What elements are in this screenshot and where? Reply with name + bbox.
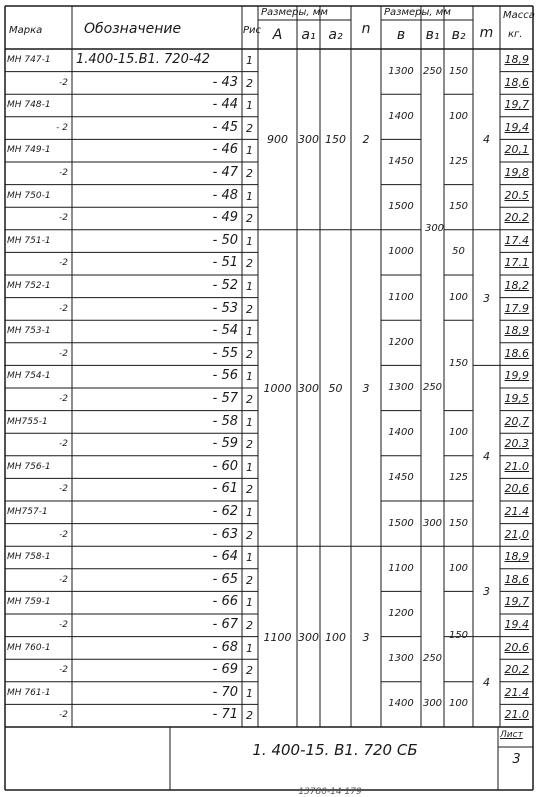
row-designation: - 54	[212, 323, 238, 339]
row-mass: 18,9	[504, 324, 529, 338]
row-mass: 21,0	[504, 527, 529, 541]
row-mark: -2	[59, 710, 68, 721]
b-value: 1450	[388, 156, 414, 167]
row-mass: 19,7	[504, 98, 529, 112]
b1-value: 250	[422, 382, 443, 393]
row-designation: - 56	[212, 368, 238, 384]
row-designation: - 66	[212, 594, 238, 610]
row-mark: МН 759-1	[7, 597, 51, 608]
row-designation: - 61	[212, 481, 238, 497]
b-value: 1100	[388, 291, 414, 303]
row-designation: - 46	[212, 142, 238, 158]
b1-value: 300	[422, 517, 443, 529]
row-mass: 21.4	[504, 685, 529, 699]
row-designation: - 65	[212, 571, 238, 587]
group-n: 3	[362, 382, 370, 395]
row-designation: - 59	[212, 436, 238, 452]
header-designation: Обозначение	[84, 21, 182, 37]
row-figure: 1	[246, 370, 253, 384]
row-mass: 20.3	[504, 437, 529, 451]
row-designation: - 68	[212, 639, 238, 655]
b-value: 1500	[388, 201, 414, 213]
b-value: 1300	[388, 653, 414, 665]
header-col-a: A	[272, 27, 283, 43]
row-designation: - 64	[212, 549, 238, 565]
row-mass: 20.6	[504, 640, 529, 654]
row-mark: МН755-1	[7, 416, 48, 427]
b2-value: 150	[448, 201, 469, 213]
b-value: 1450	[388, 472, 414, 484]
row-mark: -2	[59, 77, 68, 88]
row-designation: - 53	[212, 300, 238, 316]
row-mass: 17.9	[504, 301, 529, 315]
row-mark: МН 747-1	[7, 55, 51, 65]
header-qty: Рис	[243, 25, 262, 36]
header-col-a2: a₂	[328, 27, 343, 43]
b2-value: 150	[448, 65, 469, 77]
m-value: 4	[483, 133, 490, 147]
row-mass: 18,6	[504, 572, 529, 586]
row-designation: - 58	[212, 413, 238, 429]
group-a1: 300	[298, 630, 319, 644]
row-mark: -2	[59, 620, 68, 630]
row-mass: 20.2	[504, 211, 529, 225]
row-figure: 1	[246, 641, 253, 655]
row-mark: МН 748-1	[7, 100, 51, 111]
stamp-code: 1. 400-15. В1. 720 СБ	[252, 741, 418, 759]
group-a1: 300	[298, 133, 319, 147]
b2-value: 100	[448, 427, 469, 439]
header-col-b2: в₂	[451, 27, 466, 43]
row-mass: 20,6	[504, 482, 529, 496]
group-a2: 150	[325, 133, 346, 147]
header-dims-2: Размеры, мм	[384, 7, 451, 18]
m-value: 4	[483, 675, 490, 689]
row-mass: 19,5	[504, 392, 529, 405]
row-figure: 1	[246, 189, 253, 203]
header-mass-unit: кг.	[508, 29, 523, 40]
row-figure: 1	[246, 551, 253, 565]
group-a1: 300	[298, 382, 319, 395]
b2-value: 125	[448, 472, 469, 484]
row-mark: МН 750-1	[7, 190, 51, 201]
row-mark: МН 752-1	[7, 281, 51, 291]
row-figure: 2	[246, 347, 253, 361]
row-mass: 18,9	[504, 53, 529, 66]
stamp-sheet-number: 3	[512, 752, 521, 767]
group-a: 1100	[263, 630, 292, 644]
row-mark: МН 749-1	[7, 145, 51, 156]
row-mass: 18,2	[504, 279, 529, 292]
row-mark: МН 758-1	[7, 552, 51, 563]
row-figure: 2	[246, 573, 253, 587]
row-mass: 20,7	[504, 414, 529, 428]
row-mass: 18,6	[504, 75, 529, 89]
group-a: 1000	[263, 382, 292, 395]
row-designation: - 55	[212, 345, 238, 361]
row-figure: 2	[246, 664, 253, 678]
row-figure: 2	[246, 76, 253, 90]
row-mass: 21.0	[504, 708, 529, 722]
b2-value: 150	[448, 517, 469, 529]
header-dims-1: Размеры, мм	[261, 7, 328, 18]
b1-floating: 300	[424, 222, 445, 234]
row-mark: МН 761-1	[7, 687, 51, 698]
row-mark: -2	[59, 258, 68, 269]
b-value: 1300	[388, 65, 414, 77]
row-designation: - 48	[212, 187, 238, 203]
b-value: 1500	[388, 517, 414, 529]
row-designation: - 49	[212, 210, 238, 226]
b2-floating: 150	[448, 358, 469, 370]
row-figure: 1	[246, 506, 253, 519]
b-value: 1100	[388, 562, 414, 574]
row-mark: МН 751-1	[7, 235, 51, 246]
row-mark: МН 753-1	[7, 326, 51, 337]
row-figure: 2	[246, 709, 253, 723]
row-mark: -2	[59, 394, 68, 404]
row-designation: - 63	[212, 526, 238, 542]
b2-value: 50	[452, 246, 465, 258]
stamp-sheet-label: Лист	[500, 730, 523, 740]
b-value: 1400	[388, 110, 414, 122]
row-mass: 19.4	[504, 618, 529, 631]
row-mass: 19,8	[504, 166, 529, 179]
row-figure: 2	[246, 393, 253, 406]
row-figure: 1	[246, 596, 253, 610]
b-value: 1200	[388, 608, 414, 619]
b-value: 1000	[388, 246, 414, 258]
row-figure: 1	[246, 99, 253, 113]
b2-value: 125	[448, 156, 469, 167]
row-mass: 18,9	[504, 550, 529, 564]
row-figure: 2	[246, 212, 253, 226]
row-mark: -2	[59, 529, 68, 540]
b1-value: 250	[422, 65, 443, 77]
row-designation: - 43	[212, 74, 238, 90]
b1-value: 250	[422, 653, 443, 665]
row-mark: МН 754-1	[7, 371, 51, 382]
row-designation: - 67	[212, 617, 238, 632]
row-mark: -2	[59, 303, 68, 314]
bottom-note: 13780-14 179	[298, 787, 362, 797]
b-value: 1400	[388, 698, 414, 710]
row-designation: - 57	[212, 391, 238, 406]
row-designation: - 47	[212, 165, 238, 180]
header-col-n: n	[361, 21, 371, 37]
b2-value: 100	[448, 291, 469, 303]
row-mark: -2	[59, 665, 68, 676]
row-mass: 20.5	[504, 188, 529, 202]
row-figure: 1	[246, 54, 253, 67]
row-figure: 1	[246, 460, 253, 474]
b-value: 1300	[388, 382, 414, 393]
b1-value: 300	[422, 698, 443, 710]
group-a: 900	[267, 133, 288, 147]
group-n: 2	[362, 133, 370, 147]
row-figure: 2	[246, 619, 253, 632]
row-mark: -2	[59, 213, 68, 224]
row-figure: 1	[246, 234, 253, 248]
row-designation: - 60	[212, 458, 238, 474]
row-figure: 2	[246, 302, 253, 316]
b-value: 1400	[388, 427, 414, 439]
row-figure: 2	[246, 528, 253, 542]
m-value: 4	[483, 449, 490, 463]
row-mark: - 2	[56, 122, 68, 133]
row-mass: 19,4	[504, 120, 529, 134]
m-value: 3	[483, 291, 490, 305]
row-figure: 1	[246, 144, 253, 158]
row-mass: 19,7	[504, 595, 529, 609]
row-figure: 1	[246, 415, 253, 429]
row-mark: -2	[59, 348, 68, 359]
row-mark: МН 760-1	[7, 642, 51, 653]
row-designation: - 44	[212, 97, 238, 113]
row-designation: - 62	[212, 504, 238, 519]
row-mass: 21.0	[504, 459, 529, 473]
row-figure: 1	[246, 686, 253, 700]
row-figure: 2	[246, 121, 253, 135]
row-designation: - 71	[212, 707, 238, 723]
header-col-b: в	[396, 27, 406, 43]
header-col-m: m	[479, 25, 494, 41]
row-mass: 20,2	[504, 663, 529, 677]
row-mark: -2	[59, 574, 68, 585]
group-a2: 100	[325, 630, 346, 644]
row-designation: 1.400-15.В1. 720-42	[76, 52, 211, 67]
row-figure: 2	[246, 257, 253, 271]
header-mass: Масса	[503, 10, 535, 21]
row-mark: -2	[59, 484, 68, 495]
b2-value: 100	[448, 698, 469, 710]
row-designation: - 70	[212, 684, 238, 700]
row-mark: МН757-1	[7, 507, 48, 517]
header-mark: Марка	[9, 25, 43, 36]
row-figure: 2	[246, 438, 253, 452]
row-mark: -2	[59, 168, 68, 178]
row-figure: 2	[246, 483, 253, 497]
b2-value: 100	[448, 110, 469, 122]
b-value: 1200	[388, 336, 414, 348]
row-figure: 1	[246, 280, 253, 293]
row-designation: - 69	[212, 662, 238, 678]
row-mark: -2	[59, 439, 68, 450]
row-figure: 1	[246, 325, 253, 339]
b2-value: 100	[448, 562, 469, 574]
group-n: 3	[362, 630, 370, 644]
b2-floating: 150	[448, 629, 469, 641]
row-designation: - 45	[212, 119, 238, 135]
row-designation: - 50	[212, 232, 238, 248]
row-designation: - 51	[212, 255, 238, 271]
header-col-b1: в₁	[425, 27, 440, 43]
m-value: 3	[483, 585, 490, 599]
row-mass: 17.4	[504, 233, 529, 247]
row-mass: 19,9	[504, 369, 529, 383]
row-mass: 18.6	[504, 346, 529, 360]
row-mark: МН 756-1	[7, 461, 51, 472]
row-designation: - 52	[212, 278, 238, 293]
row-mass: 21.4	[504, 505, 529, 518]
row-mass: 17.1	[504, 256, 529, 270]
row-mass: 20,1	[504, 143, 529, 157]
group-a2: 50	[328, 382, 343, 395]
header-col-a1: a₁	[301, 27, 316, 43]
row-figure: 2	[246, 167, 253, 180]
